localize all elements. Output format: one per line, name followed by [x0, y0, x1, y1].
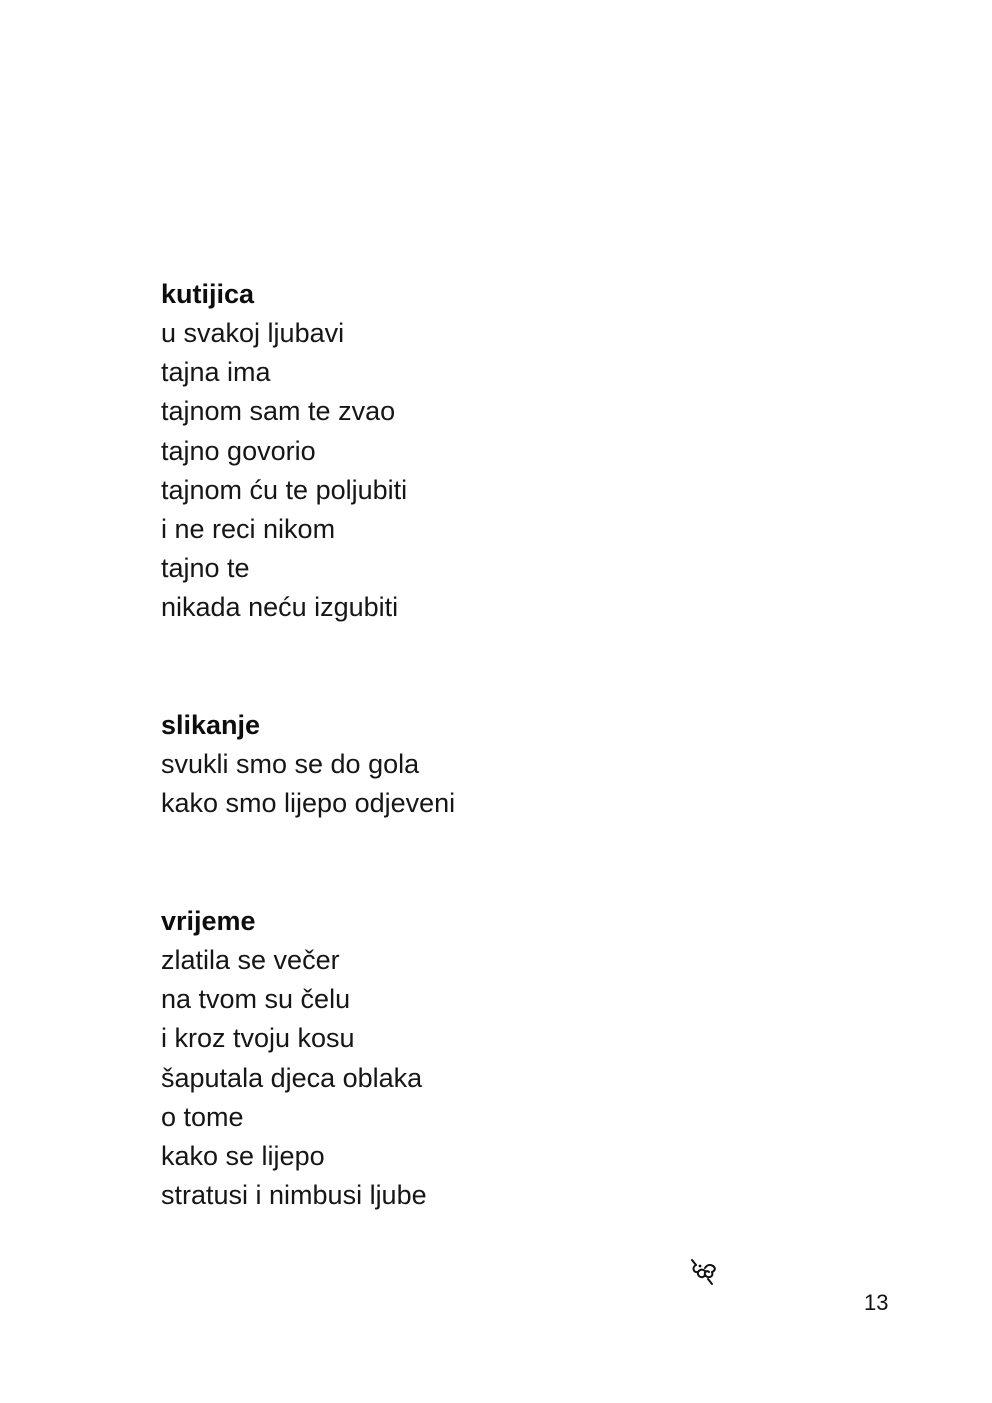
- poem-line: zlatila se večer: [161, 945, 340, 975]
- poem-title: slikanje: [161, 710, 261, 740]
- poem-line: tajnom ću te poljubiti: [161, 474, 408, 505]
- poem-line: šaputala djeca oblaka: [161, 1062, 423, 1093]
- poem-line: tajno govorio: [161, 435, 316, 466]
- poem-title: vrijeme: [161, 906, 256, 936]
- poem-line: na tvom su čelu: [161, 984, 351, 1015]
- poem-line: tajna ima: [161, 357, 271, 388]
- poem-line: stratusi i nimbusi ljube: [161, 1180, 427, 1211]
- flower-glyph-icon: [688, 1256, 722, 1288]
- poem-line: kako smo lijepo odjeveni: [161, 788, 456, 819]
- page-number: 13: [864, 1290, 889, 1315]
- poem-slikanje: [161, 706, 455, 823]
- poem-line: u svakoj ljubavi: [161, 318, 345, 348]
- poem-line: i ne reci nikom: [161, 514, 336, 545]
- poem-kutijica: [161, 275, 407, 628]
- poem-line: nikada neću izgubiti: [161, 592, 399, 623]
- poem-title: kutijica: [161, 279, 255, 309]
- poem-line: svukli smo se do gola: [161, 749, 420, 779]
- poem-line: tajnom sam te zvao: [161, 396, 396, 427]
- poem-line: i kroz tvoju kosu: [161, 1023, 355, 1054]
- poem-line: tajno te: [161, 553, 250, 584]
- poem-vrijeme: [161, 902, 427, 1215]
- poem-line: kako se lijepo: [161, 1141, 325, 1172]
- poem-line: o tome: [161, 1101, 244, 1132]
